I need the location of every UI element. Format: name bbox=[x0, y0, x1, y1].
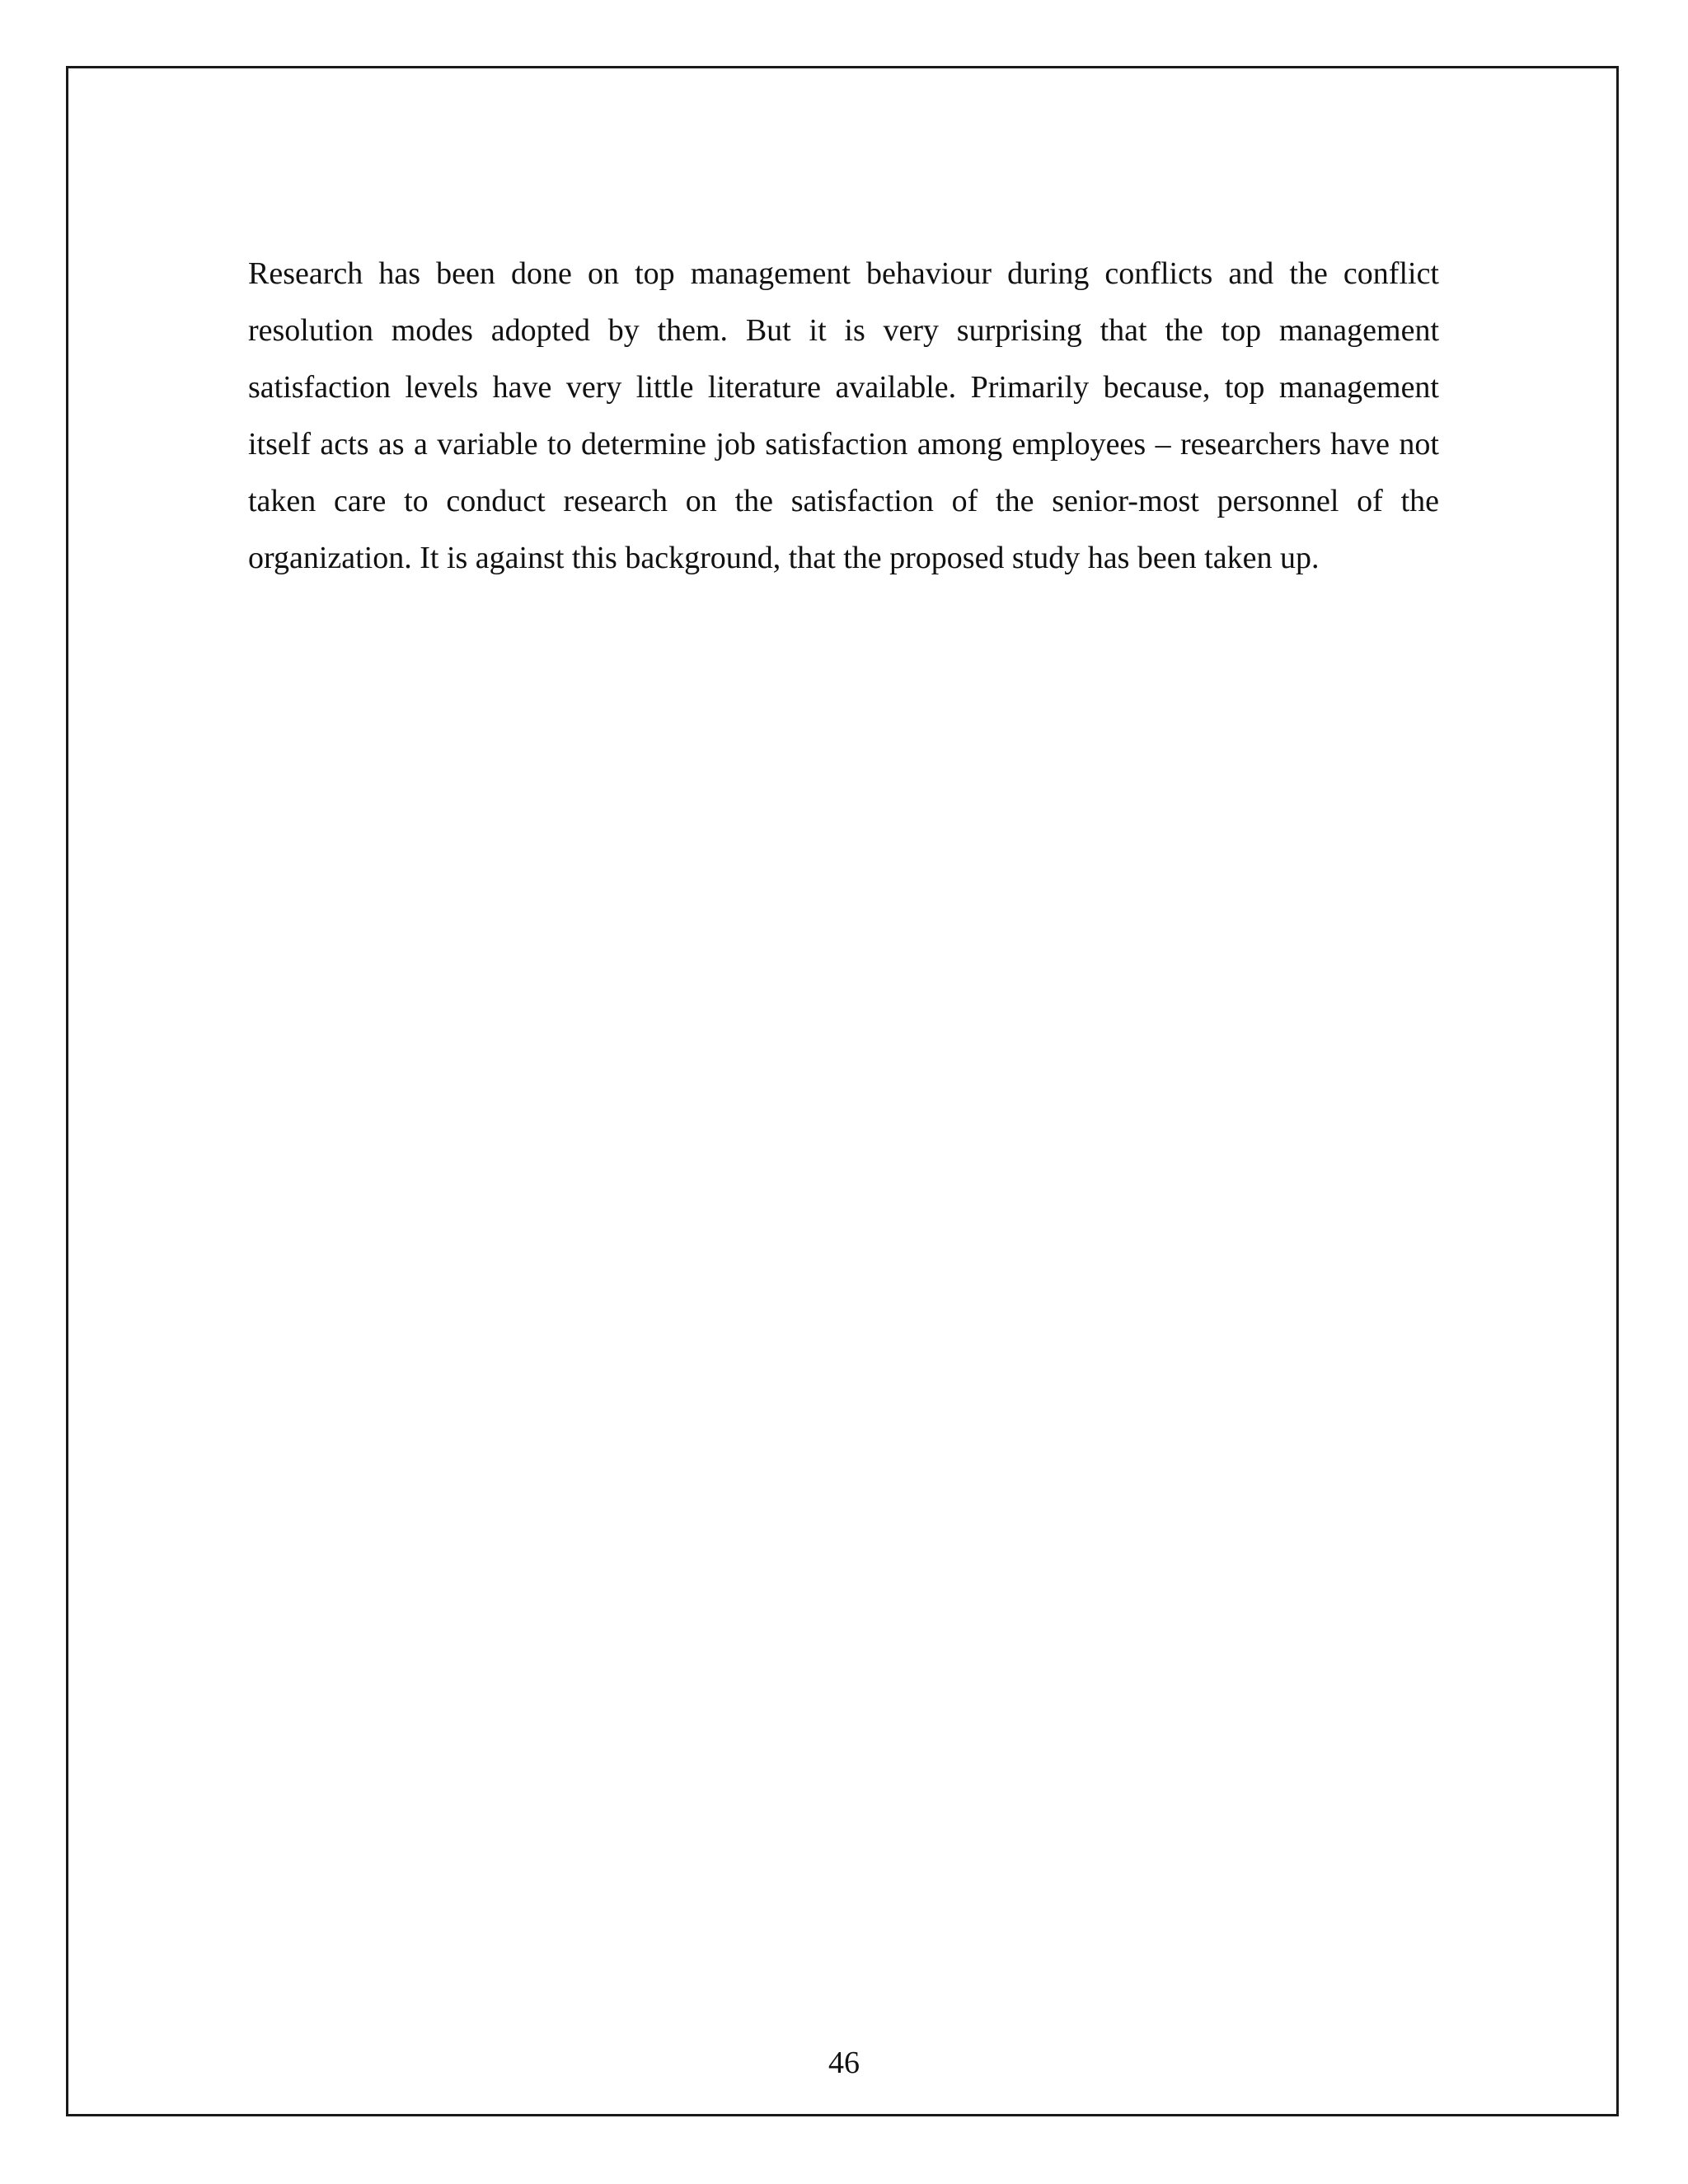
page-number: 46 bbox=[828, 2046, 860, 2080]
body-paragraph: Research has been done on top management behaviour during conflicts and the conflict resolution modes adopted by them. But it is very surprising that the top management satisfaction levels have very little literature available. Primarily because, top management itself acts as a variable to determine job satisfaction among employees – researchers have not taken care to conduct research on the satisfaction of the senior-most personnel of the organization. It is against this background, that the proposed study has been taken up. bbox=[248, 256, 1439, 575]
